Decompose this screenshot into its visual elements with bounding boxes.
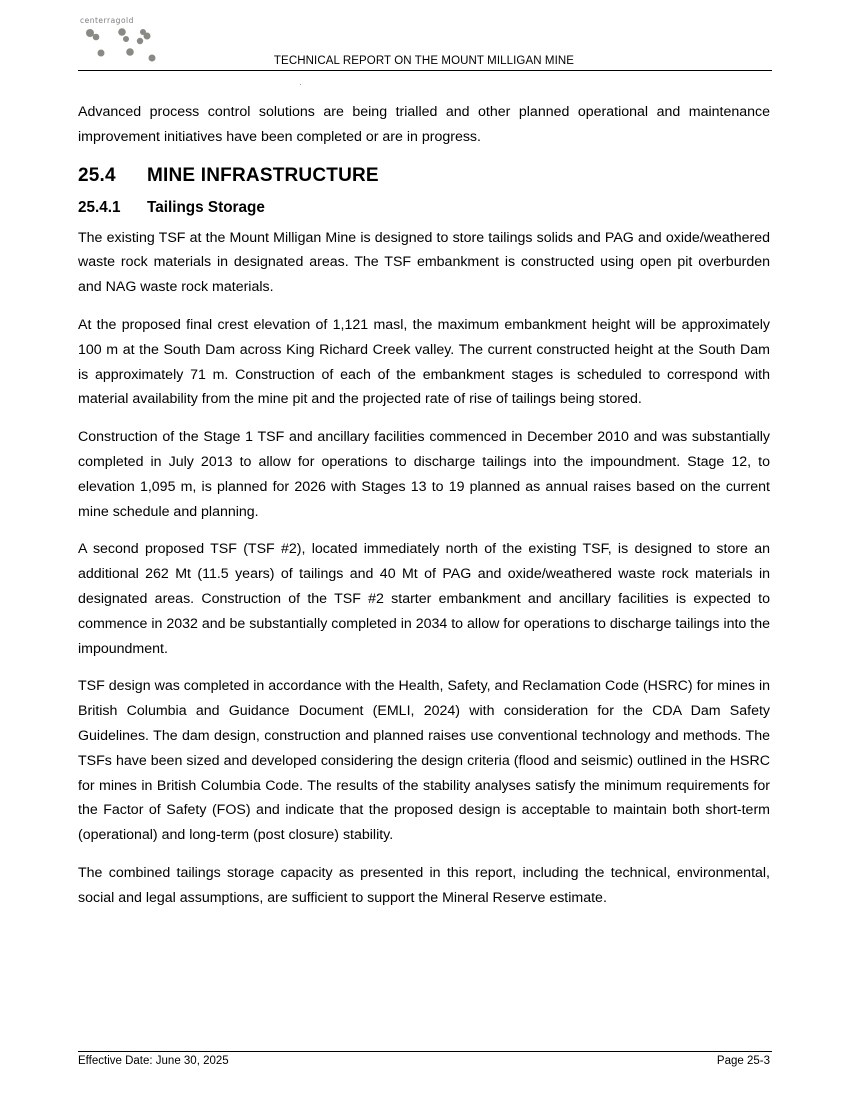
- paragraph-storage-capacity: The combined tailings storage capacity as presented in this report, including the technical, environmental, social and legal assumptions, are sufficient to support the Mineral Reserve estimate.: [78, 864, 770, 906]
- header-dot-mark: [300, 84, 301, 85]
- section-title: MINE INFRASTRUCTURE: [147, 164, 379, 186]
- logo-wordmark: centerragold: [80, 16, 134, 25]
- paragraph-second-tsf: A second proposed TSF (TSF #2), located immediately north of the existing TSF, is designed to store an additional 262 Mt (11.5 years) of tailings and 40 Mt of PAG and oxide/weathered waste rock materials in designated areas. Construction of the TSF #2 starter embankment and ancillary facilities is expected to commence in 2032 and be substantially completed in 2034 to allow for operations to discharge tailings into the impoundment.: [78, 541, 770, 657]
- effective-date: Effective Date: June 30, 2025: [78, 1055, 229, 1067]
- page-content: [78, 100, 770, 924]
- paragraph-tsf-design: TSF design was completed in accordance with the Health, Safety, and Reclamation Code (HSRC) for mines in British Columbia and Guidance Document (EMLI, 2024) with consideration for the CDA Dam Safety Guidelines. The dam design, construction and planned raises use conventional technology and methods. The TSFs have been sized and developed considering the design criteria (flood and seismic) outlined in the HSRC for mines in British Columbia Code. The results of the stability analyses satisfy the minimum requirements for the Factor of Safety (FOS) and indicate that the proposed design is acceptable to maintain both short-term (operational) and long-term (post closure) stability.: [78, 678, 770, 844]
- section-heading: [78, 163, 770, 189]
- subsection-heading: [78, 197, 770, 219]
- footer-divider: [78, 1051, 772, 1052]
- intro-paragraph: Advanced process control solutions are being trialled and other planned operational and maintenance improvement initiatives have been completed or are in progress.: [78, 104, 770, 145]
- subsection-number: 25.4.1: [78, 198, 121, 216]
- subsection-title: Tailings Storage: [147, 198, 265, 216]
- paragraph-stage-construction: Construction of the Stage 1 TSF and ancillary facilities commenced in December 2010 and was substantially completed in July 2013 to allow for operations to discharge tailings into the impoundment. Stage 12, to elevation 1,095 m, is planned for 2026 with Stages 13 to 19 planned as annual raises based on the current mine schedule and planning.: [78, 429, 770, 520]
- page-number: Page 25-3: [716, 1055, 770, 1067]
- header-divider: [78, 70, 772, 71]
- paragraph-crest-elevation: At the proposed final crest elevation of 1,121 masl, the maximum embankment height will be approximately 100 m at the South Dam across King Richard Creek valley. The current constructed height at the South Dam is approximately 71 m. Construction of each of the embankment stages is scheduled to correspond with material availability from the mine pit and the projected rate of rise of tailings being stored.: [78, 316, 770, 408]
- paragraph-existing-tsf: The existing TSF at the Mount Milligan Mine is designed to store tailings solids and PAG and oxide/weathered waste rock materials in designated areas. The TSF embankment is constructed using open pit overburden and NAG waste rock materials.: [78, 229, 770, 296]
- report-header-title: TECHNICAL REPORT ON THE MOUNT MILLIGAN MINE: [273, 55, 575, 67]
- section-number: 25.4: [78, 164, 116, 186]
